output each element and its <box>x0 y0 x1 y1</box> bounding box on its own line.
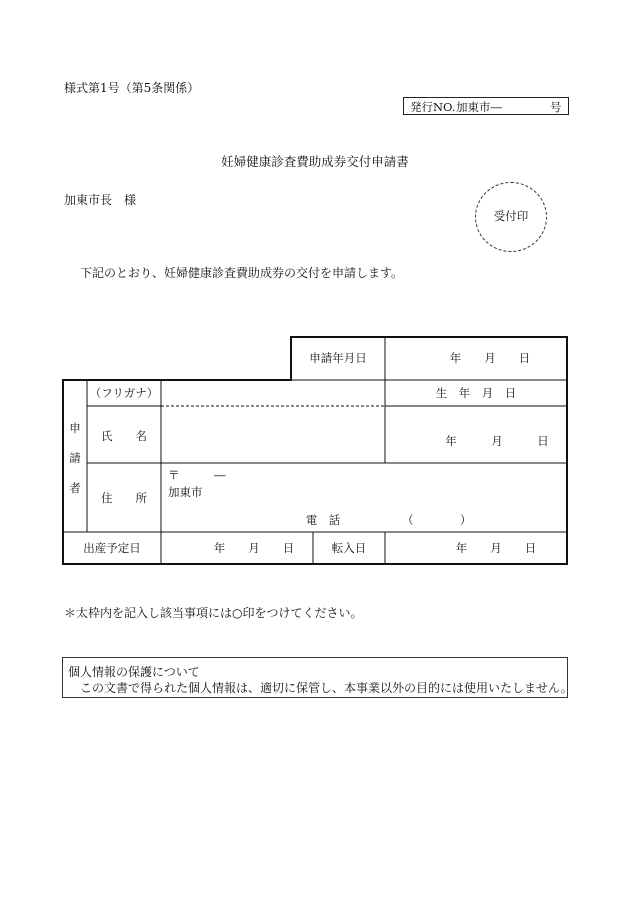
address-city: 加東市 <box>168 485 203 499</box>
reception-stamp-label: 受付印 <box>493 209 529 223</box>
move-in-label: 転入日 <box>331 541 367 555</box>
move-in-value: 年 月 日 <box>455 541 537 555</box>
issue-number-label: 発行NO. <box>410 100 456 114</box>
name-label: 氏 名 <box>101 429 147 443</box>
phone-paren-close: ） <box>460 513 472 527</box>
birth-date-label: 生 年 月 日 <box>435 386 517 400</box>
issue-city: 加東市― <box>456 100 502 114</box>
furigana-label: （フリガナ） <box>89 386 159 400</box>
instruction-note: ＊太枠内を記入し該当事項には○印をつけてください。 <box>64 606 363 620</box>
applicant-label-1: 申 <box>69 421 81 435</box>
privacy-notice-text: この文書で得られた個人情報は、適切に保管し、本事業以外の目的には使用いたしません。 <box>80 681 573 695</box>
address-label: 住 所 <box>101 491 147 505</box>
due-date-value: 年 月 日 <box>213 541 295 555</box>
document-title: 妊婦健康診査費助成券交付申請書 <box>221 154 409 169</box>
postal-dash: ― <box>214 468 226 482</box>
form-number-label: 様式第1号（第5条関係） <box>64 81 200 95</box>
application-date-label: 申請年月日 <box>309 351 367 365</box>
applicant-label-2: 請 <box>69 451 81 465</box>
phone-label: 電 話 <box>305 513 341 527</box>
privacy-notice-title: 個人情報の保護について <box>68 665 200 679</box>
table-outer-border <box>63 337 567 564</box>
applicant-label-3: 者 <box>69 481 81 495</box>
postal-mark: 〒 <box>168 468 180 482</box>
name-date-value: 年 月 日 <box>445 434 549 448</box>
phone-paren-open: （ <box>402 513 414 527</box>
addressee: 加東市長 様 <box>64 193 137 207</box>
due-date-label: 出産予定日 <box>83 541 141 555</box>
intro-text: 下記のとおり、妊婦健康診査費助成券の交付を申請します。 <box>80 266 404 280</box>
application-date-value: 年 月 日 <box>449 351 531 365</box>
issue-suffix: 号 <box>550 100 562 114</box>
